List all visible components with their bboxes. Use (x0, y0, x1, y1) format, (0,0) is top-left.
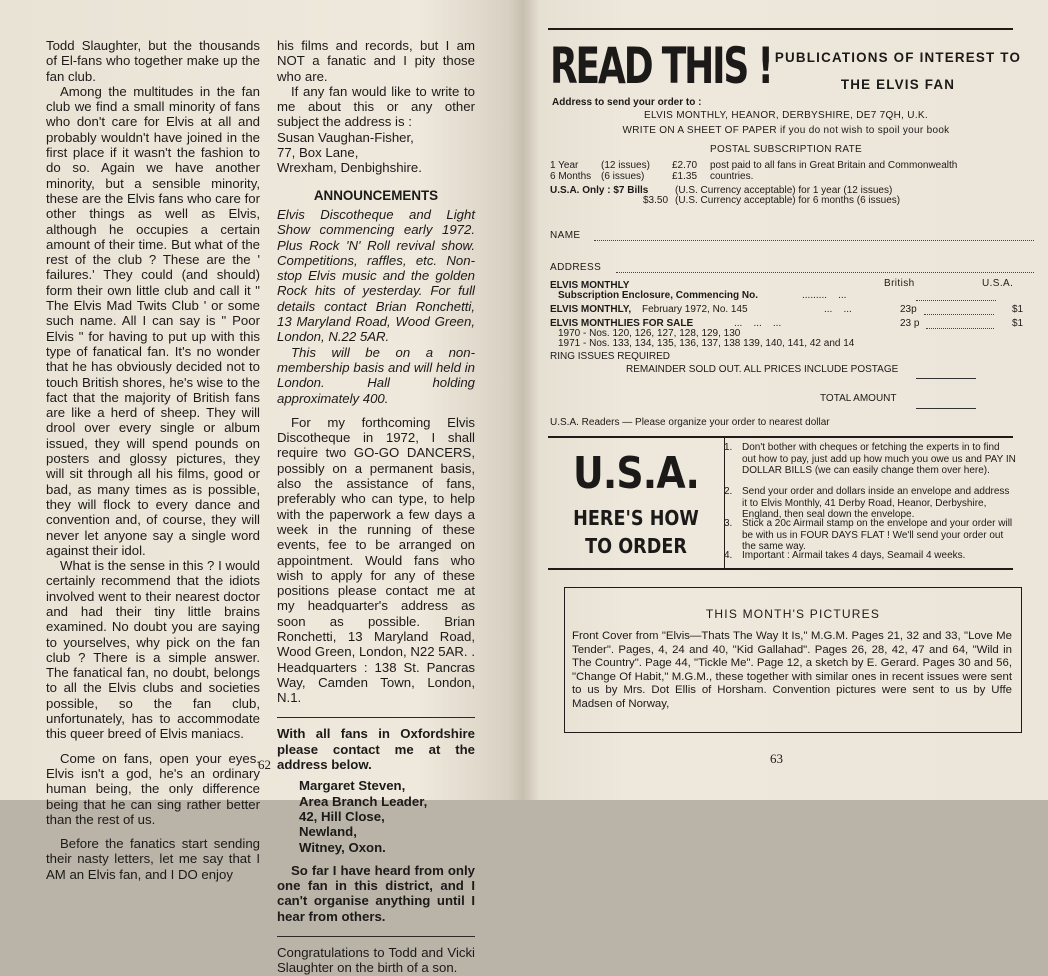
read-this-headline: READ THIS ! (550, 37, 772, 95)
publications-title-line: PUBLICATIONS OF INTEREST TO (774, 50, 1022, 65)
usa-heading: U.S.A. (573, 448, 699, 499)
usa-only-line: (U.S. Currency acceptable) for 6 months (6 issues) (675, 195, 901, 206)
feb-label: ELVIS MONTHLY, (550, 304, 632, 315)
address-line: 77, Box Lane, (277, 145, 359, 161)
name-label: NAME (550, 230, 581, 241)
usa-readers-note: U.S.A. Readers — Please organize your order to nearest dollar (550, 417, 830, 428)
address-line: Margaret Steven, (299, 778, 406, 794)
address-line: Witney, Oxon. (299, 839, 386, 855)
divider (277, 717, 475, 718)
order-address-label: Address to send your order to : (552, 97, 702, 108)
left-column (46, 38, 260, 882)
article-paragraph: If any fan would like to write to me about this or any other subject the address is : (277, 83, 475, 130)
article-paragraph: Todd Slaughter, but the thousands of El-fans who together make up the fan club. (46, 38, 260, 84)
congratulations-note: Congratulations to Todd and Vicki Slaughter on the birth of a son. (277, 945, 475, 976)
pictures-credits: Front Cover from "Elvis—Thats The Way It Is," M.G.M. Pages 21, 32 and 33, "Love Me Tender". Pages, 4, 24 and 40, "Kid Gallahad". Pages 26, 28, 42, 47 and 64, "Wild in The Country". Page 44, "Tickle Me". Page 12, a sketch by E. Gerard. Pages 30 and 56, "Change Of Habit," M.G.M., these together with similar ones in recent issues were sent to us by Mrs. Dot Ellis of Horsham. Convention pictures were sent to us by Uffe Madsen of Norway, (572, 630, 1012, 710)
write-note: WRITE ON A SHEET OF PAPER if you do not wish to spoil your book (622, 125, 950, 136)
right-column (277, 38, 475, 976)
announcement-discotheque: Elvis Discotheque and Light Show commencing early 1972. Plus Rock 'N' Roll revival show. Competitions, raffles, etc. Non-stop Elvis music and the golden Rock hits of yesterday. For full details contact Brian Ronchetti, 13 Maryland Road, Wood Green, London, N.22 5AR. (277, 206, 475, 345)
page-number: 63 (770, 751, 783, 766)
announcement-non-member: This will be on a non-membership basis and will held in London. Hall holding approximately 400. (277, 344, 475, 406)
sale-1970: 1970 - Nos. 120, 126, 127, 128, 129, 130 (558, 328, 741, 339)
usa-subscription (550, 185, 1020, 209)
article-paragraph: Among the multitudes in the fan club we find a small minority of fans who don't care for Elvis at all and probably wouldn't have joined in the first place if it wasn't the fashion to do so. Again we have another minority, but a sensible minority, these are the Elvis fans who care for other things as well as Elvis, although he occupies a certain amount of their time. But what of the rest of the club ? These are the ' failures.' They could (and should) form their own little club and call it " The Elvis Mad Twits Club ' or some such name. All I can say is " Poor Elvis " for having to put up with this type of fanatical fan. It's no wonder that he has obviously decided not to touch British shores, he's wise to the fact that the majority of British fans are like a herd of sheep. They will drool over every single or album issued, they will spend pounds on posters and glossy pictures, they will sit through all his films, good or bad, as many times as is possible, they will flock to every dance and convention and, of course, they will never let anyone say a single word against their idol. (46, 83, 260, 558)
total-amount-field[interactable] (916, 408, 976, 409)
rate-period: 1 Year (550, 160, 579, 171)
usa-step-number: 3. (724, 518, 733, 529)
order-address: ELVIS MONTHLY, HEANOR, DERBYSHIRE, DE7 7QH, U.K. (644, 110, 928, 121)
feb-amount[interactable] (924, 314, 994, 315)
page-number: 62 (258, 757, 271, 772)
address-line: 42, Hill Close, (299, 808, 385, 824)
sale-1971: 1971 - Nos. 133, 134, 135, 136, 137, 138 139, 140, 141, 42 and 14 (558, 338, 855, 349)
usa-step-text: Important : Airmail takes 4 days, Seamail 4 weeks. (742, 550, 966, 561)
address-line: Wrexham, Denbighshire. (277, 160, 422, 176)
usa-step-number: 1. (724, 442, 733, 453)
feb-british-price: 23p (900, 304, 917, 315)
em-subscription-amount[interactable] (916, 300, 996, 301)
publications-title (774, 44, 1022, 98)
oxfordshire-address (277, 778, 475, 854)
heres-how-heading: HERE'S HOW (573, 506, 699, 530)
address-label: ADDRESS (550, 262, 602, 273)
oxfordshire-intro: With all fans in Oxfordshire please contact me at the address below. (277, 726, 475, 773)
divider (277, 936, 475, 937)
rate-note: post paid to all fans in Great Britain and Commonwealth (710, 160, 958, 171)
address-line: Susan Vaughan-Fisher, (277, 129, 414, 145)
usa-steps (724, 442, 1024, 568)
article-paragraph: Before the fanatics start sending their nasty letters, let me say that I AM an Elvis fan, and I DO enjoy (46, 836, 260, 882)
rate-price: £2.70 (672, 160, 698, 171)
section-rule (548, 568, 1013, 570)
postal-subscription-title: POSTAL SUBSCRIPTION RATE (709, 144, 863, 155)
remainder-note: REMAINDER SOLD OUT. ALL PRICES INCLUDE POSTAGE (626, 364, 899, 375)
pictures-box (564, 587, 1022, 733)
usa-step-text: Don't bother with cheques or fetching the experts in to find out how to pay, just add up how much you owe us and PAY IN DOLLAR BILLS (we can easily change them over here). (742, 442, 1016, 476)
article-paragraph: Come on fans, open your eyes. Elvis isn't a god, he's an ordinary human being, the only difference being that he can sing rather better than the rest of us. (46, 750, 260, 827)
usa-step-number: 2. (724, 486, 733, 497)
author-address (277, 130, 475, 176)
address-line: Area Branch Leader, (299, 793, 428, 809)
filler-dots: ... ... (824, 304, 852, 315)
top-rule (548, 28, 1013, 30)
total-rule-top (916, 378, 976, 379)
sale-label: ELVIS MONTHLIES FOR SALE (550, 318, 694, 329)
usa-heading-block (548, 436, 725, 568)
address-line: Newland, (299, 824, 357, 840)
usa-step-number: 4. (724, 550, 733, 561)
filler-dots: ... ... ... (734, 318, 782, 329)
rate-note: countries. (710, 171, 754, 182)
rate-issues: (6 issues) (601, 171, 645, 182)
column-british: British (884, 278, 915, 289)
publications-title-line: THE ELVIS FAN (840, 77, 956, 92)
usa-only-label: U.S.A. Only : $7 Bills (550, 185, 649, 196)
ring-issues: RING ISSUES REQUIRED (550, 351, 671, 362)
rate-price: £1.35 (672, 171, 698, 182)
order-items (550, 280, 1030, 350)
usa-step-text: Send your order and dollars inside an envelope and address it to Elvis Monthly, 41 Derby Road, Heanor, Derbyshire, England, then seal down the envelope. (742, 486, 1010, 520)
usa-step-text: Stick a 20c Airmail stamp on the envelope and your order will be with us in FOUR DAYS FLAT ! We'll send your order out the same way. (742, 518, 1013, 552)
pictures-title: THIS MONTH'S PICTURES (705, 607, 881, 621)
feb-detail: February 1972, No. 145 (642, 304, 748, 315)
name-input[interactable] (594, 240, 1034, 241)
sale-usa-price: $1 (1012, 318, 1024, 329)
right-page (524, 0, 1048, 800)
announcements-heading: ANNOUNCEMENTS (313, 187, 439, 203)
oxfordshire-outro: So far I have heard from only one fan in this district, and I can't organise anything until I hear from others. (277, 862, 475, 924)
rate-issues: (12 issues) (601, 160, 650, 171)
filler-dots: ......... ... (802, 290, 847, 301)
address-input[interactable] (616, 272, 1034, 273)
sale-amount[interactable] (926, 328, 994, 329)
article-paragraph: his films and records, but I am NOT a fanatic and I pity those who are. (277, 38, 475, 84)
em-label: ELVIS MONTHLY (550, 280, 630, 291)
subscription-rates (550, 160, 1040, 184)
column-usa: U.S.A. (982, 278, 1014, 289)
rate-period: 6 Months (550, 171, 592, 182)
feb-usa-price: $1 (1012, 304, 1024, 315)
to-order-heading: TO ORDER (585, 534, 687, 558)
total-amount-label: TOTAL AMOUNT (820, 393, 897, 404)
sale-british-price: 23 p (900, 318, 920, 329)
usa-only-line: (U.S. Currency acceptable) for 1 year (12 issues) (675, 185, 893, 196)
em-subscription: Subscription Enclosure, Commencing No. (558, 290, 759, 301)
announcement-gogo-dancers: For my forthcoming Elvis Discotheque in 1972, I shall require two GO-GO DANCERS, possibly on a permanent basis, also the assistance of fans, preferably who can type, to help with the paperwork a few days a week in the running of these events, fee to be arranged on appointment. Would fans who wish to apply for any of these positions please contact me at my headquarter's address as soon as possible. Brian Ronchetti, 13 Maryland Road, Wood Green, London, N22 5AR. . Headquarters : 138 St. Pancras Way, Camden Town, London, N.1. (277, 414, 475, 706)
article-paragraph: What is the sense in this ? I would certainly recommend that the idiots involved went to their nearest doctor and had their tiny little brains examined. No doubt you are saying to yourselves, why pick on the fan club ? There is a simple answer. The fanatical fan, no doubt, belongs to all the Elvis clubs and societies possible, so the fan club, unfortunately, has to accommodate this queer breed of Elvis maniacs. (46, 558, 260, 742)
usa-only-price: $3.50 (643, 195, 669, 206)
